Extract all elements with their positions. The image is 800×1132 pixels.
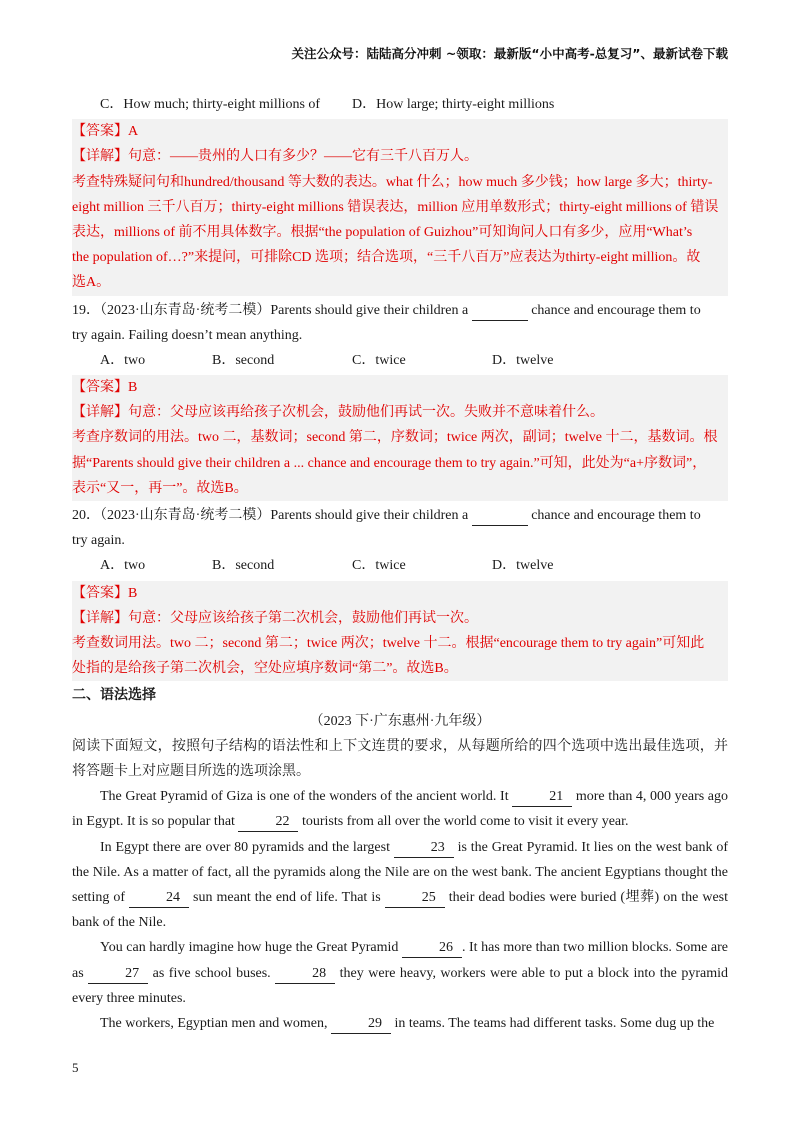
blank-28: 28 [275, 965, 335, 984]
q18-detail-line: the population of…?”来提问，可排除CD 选项；结合选项，“三千八百万”应表达为thirty-eight million。故 [72, 250, 701, 266]
q19-blank [472, 302, 528, 321]
q19-detail-line: 表示“又一，再一”。故选B。 [72, 480, 248, 496]
q19-stem-text: 19．（2023·山东青岛·统考二模）Parents should give their children a [72, 302, 469, 318]
passage-text: is the Great Pyramid. It lies on the west bank of the Nile. As a matter of fact, all the pyramids along the Nile are on the west bank. The ancient Egyptians thought the setting of [72, 839, 728, 905]
q19-detail-line: 【详解】句意：父母应该再给孩子次机会，鼓励他们再试一次。失败并不意味着什么。 [72, 405, 604, 421]
q20-options [72, 553, 728, 578]
q20-stem-text: 20．（2023·山东青岛·统考二模）Parents should give their children a [72, 508, 469, 523]
passage-text: The workers, Egyptian men and women, [100, 1015, 328, 1031]
q18-detail-line: 【详解】句意：——贵州的人口有多少？——它有三千八百万人。 [72, 149, 478, 165]
q19-option-c: C．twice [352, 352, 406, 368]
passage-text: . It has more than two million blocks. Some are as [72, 940, 728, 981]
q19-option-d: D．twelve [492, 352, 554, 368]
blank-24: 24 [129, 889, 189, 908]
page-number: 5 [72, 1060, 79, 1075]
passage-text: In Egypt there are over 80 pyramids and the largest [100, 839, 390, 855]
q20-option-a: A．two [100, 558, 146, 574]
q18-options [72, 92, 728, 117]
q20-answer-block [72, 581, 728, 682]
q18-answer-block [72, 119, 728, 295]
q19-options [72, 348, 728, 373]
blank-27: 27 [88, 965, 148, 984]
passage-text: as five school buses. [152, 965, 271, 981]
passage-text: tourists from all over the world come to visit it every year. [301, 814, 629, 830]
passage-text: in teams. The teams had different tasks. Some dug up the [394, 1015, 715, 1031]
passage-text: The Great Pyramid of Giza is one of the wonders of the ancient world. It [100, 789, 509, 805]
q19-stem-line-2: try again. Failing doesn’t mean anything. [72, 327, 303, 343]
q19-answer-block [72, 375, 728, 501]
passage-paragraph-4 [72, 1011, 728, 1036]
passage-paragraph-1 [72, 784, 728, 834]
q19-stem-text-2: chance and encourage them to [531, 302, 701, 318]
q18-option-c: C．How much; thirty-eight millions of [100, 97, 321, 112]
q20-option-c: C．twice [352, 558, 406, 574]
q18-option-d: D．How large; thirty-eight millions [352, 97, 555, 112]
passage-text: sun meant the end of life. That is [193, 889, 381, 905]
q20-detail-line: 【详解】句意：父母应该给孩子第二次机会，鼓励他们再试一次。 [72, 610, 478, 626]
blank-26: 26 [402, 939, 462, 958]
passage-paragraph-2 [72, 835, 728, 936]
q19-detail-line: 据“Parents should give their children a ... chance and encourage them to try again.”可知，此处为“a+序数词”， [72, 455, 707, 471]
q18-detail-line: 表达，millions of 前不用具体数字。根据“the population of Guizhou”可知询问人口有多少，应用“What’s [72, 224, 693, 240]
q18-detail-line: 考查特殊疑问句和hundred/thousand 等大数的表达。what 什么；how much 多少钱；how large 多大；thirty- [72, 174, 713, 190]
q20-stem-line-2: try again. [72, 533, 125, 549]
blank-21: 21 [512, 788, 572, 807]
q20-detail-line: 考查数词用法。two 二；second 第二；twice 两次；twelve 十二。根据“encourage them to try again”可知此 [72, 635, 705, 651]
q18-detail-line: 选A。 [72, 275, 111, 291]
q19-option-b: B．second [212, 352, 275, 368]
q20-stem [72, 503, 728, 528]
section-title: 二、语法选择 [72, 687, 156, 704]
page-header: 关注公众号：陆陆高分冲刺 ~领取：最新版“小中高考-总复习”、最新试卷下载 [291, 46, 728, 61]
blank-25: 25 [385, 889, 445, 908]
q19-stem [72, 298, 728, 323]
passage-paragraph-3 [72, 935, 728, 1011]
passage-text: they were heavy, workers were able to put a block into the pyramid every three minutes. [72, 965, 729, 1006]
q18-answer: 【答案】A [72, 124, 139, 140]
q19-detail-line: 考查序数词的用法。two 二，基数词；second 第二，序数词；twice 两次，副词；twelve 十二，基数词。根 [72, 430, 718, 446]
q19-option-a: A．two [100, 352, 146, 368]
section-instructions: 阅读下面短文，按照句子结构的语法性和上下文连贯的要求，从每题所给的四个选项中选出最佳选项，并将答题卡上对应题目所选的选项涂黑。 [72, 738, 728, 779]
document-body [72, 92, 728, 1036]
q20-answer: 【答案】B [72, 585, 138, 601]
q20-option-b: B．second [212, 558, 275, 574]
q20-stem-text-2: chance and encourage them to [531, 508, 701, 523]
q19-answer: 【答案】B [72, 380, 138, 396]
q20-detail-line: 处指的是给孩子第二次机会，空处应填序数词“第二”。故选B。 [72, 661, 458, 677]
passage-text: their dead bodies were buried (埋葬) on the west bank of the Nile. [72, 889, 729, 931]
blank-22: 22 [238, 813, 298, 832]
q20-blank [472, 507, 528, 526]
blank-23: 23 [394, 839, 454, 858]
blank-29: 29 [331, 1015, 391, 1034]
q18-detail-line: eight million 三千八百万；thirty-eight millions 错误表达，million 应用单数形式；thirty-eight millions of 错误 [72, 199, 719, 215]
q20-option-d: D．twelve [492, 558, 554, 574]
passage-text: more than 4, 000 years ago in Egypt. It is so popular that [72, 789, 729, 830]
passage-source: （2023 下·广东惠州·九年级） [309, 713, 491, 729]
passage-text: You can hardly imagine how huge the Great Pyramid [100, 940, 399, 956]
